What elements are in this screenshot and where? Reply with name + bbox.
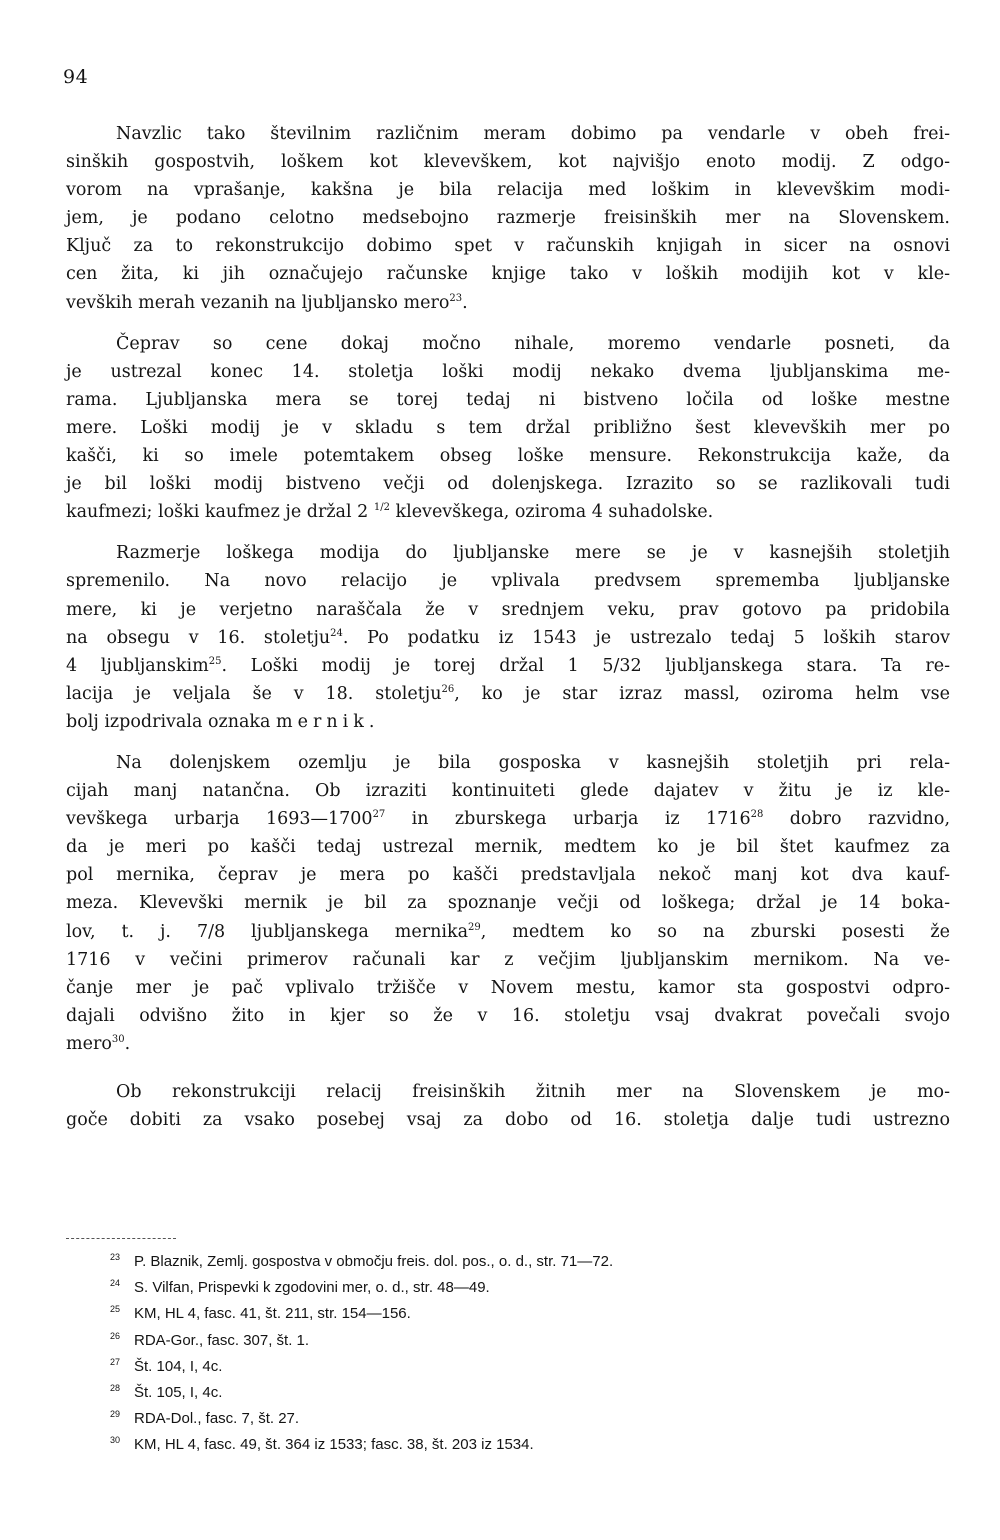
footnote-text: KM, HL 4, fasc. 41, št. 211, str. 154—156. <box>134 1305 411 1323</box>
text-line: kaufmezi; loški kaufmez je držal 2 $^{1/2}$ klevevškega, oziroma 4 suhadolske. <box>66 502 714 523</box>
footnote-text: RDA-Gor., fasc. 307, št. 1. <box>134 1331 310 1349</box>
paragraph <box>66 1078 950 1134</box>
text-line: sinških gospostvih, loškem kot klevevškem, kot najvišjo enoto modij. Z odgo- <box>66 152 950 173</box>
text-line: cen žita, ki jih označujejo računske knjige tako v loških modijih kot v kle- <box>66 264 950 285</box>
footnote-number: 27 <box>110 1356 121 1367</box>
fraction: 1/2 <box>373 502 390 514</box>
footnote-number: 26 <box>110 1330 121 1341</box>
text-line: vevških merah vezanih na ljubljansko mero$^{23}$. <box>66 292 468 313</box>
footnote-number: 24 <box>110 1278 121 1289</box>
text-line: vevškega urbarja 1693—1700$^{27}$ in zburskega urbarja iz 1716$^{28}$ dobro razvidno, <box>66 809 951 830</box>
text-line: mere. Loški modij je v skladu s tem držal približno šest klevevških mer po <box>66 417 950 438</box>
text-line: bolj izpodrivala oznaka mernik. <box>66 711 375 732</box>
paragraph <box>66 330 950 527</box>
text-line: mero$^{30}$. <box>66 1033 131 1054</box>
spaced-term: mernik <box>276 711 369 732</box>
footnote-number: 23 <box>110 1252 121 1262</box>
footnote-number: 30 <box>110 1435 121 1446</box>
paragraph <box>66 539 950 736</box>
footnote-text: P. Blaznik, Zemlj. gospostva v območju freis. dol. pos., o. d., str. 71—72. <box>134 1253 614 1270</box>
footnote <box>110 1349 830 1375</box>
text-line: Na dolenjskem ozemlju je bila gosposka v kasnejših stoletjih pri rela- <box>116 752 950 773</box>
footnote-ref: 24 <box>330 627 343 639</box>
paragraph <box>66 749 950 1058</box>
footnote-ref: 26 <box>441 683 455 695</box>
text-line: goče dobiti za vsako posebej vsaj za dobo od 16. stoletja dalje tudi ustrezno <box>66 1110 950 1131</box>
text-line: da je meri po kašči tedaj ustrezal mernik, medtem ko je bil štet kaufmez za <box>66 837 950 858</box>
page-number: 94 <box>63 66 89 88</box>
footnote <box>110 1401 830 1427</box>
footnote-ref: 30 <box>111 1034 125 1046</box>
text-line: meza. Klevevški mernik je bil za spoznanje večji od loškega; držal je 14 boka- <box>66 893 950 914</box>
footnote <box>110 1244 830 1270</box>
footnote-ref: 29 <box>468 921 481 933</box>
text-line: mere, ki je verjetno naraščala že v srednjem veku, prav gotovo pa pridobila <box>66 599 950 620</box>
text-line: Ključ za to rekonstrukcijo dobimo spet v računskih knjigah in sicer na osnovi <box>66 236 950 257</box>
text-line: je ustrezal konec 14. stoletja loški modij nekako dvema ljubljanskima me- <box>66 361 950 382</box>
text-line: Čeprav so cene dokaj močno nihale, moremo vendarle posneti, da <box>116 333 950 354</box>
footnote-ref: 28 <box>750 809 764 821</box>
footnote <box>110 1427 830 1453</box>
footnote <box>110 1270 830 1296</box>
text-line: rama. Ljubljanska mera se torej tedaj ni bistveno ločila od loške mestne <box>66 389 950 410</box>
footnote <box>110 1296 830 1322</box>
footnote-number: 29 <box>110 1409 121 1420</box>
footnote <box>110 1323 830 1349</box>
footnote-ref: 27 <box>372 809 386 821</box>
text-line: lov, t. j. 7/8 ljubljanskega mernika$^{29}$, medtem ko so na zburski posesti že <box>66 921 950 942</box>
footnote-text: S. Vilfan, Prispevki k zgodovini mer, o. d., str. 48—49. <box>134 1279 490 1297</box>
text-line: jem, je podano celotno medsebojno razmerje freisinških mer na Slovenskem. <box>66 208 950 229</box>
body-text <box>66 120 950 1134</box>
paragraph <box>66 120 950 317</box>
footnote-divider <box>66 1238 176 1239</box>
text-line: 4 ljubljanskim$^{25}$. Loški modij je torej držal 1 5/32 ljubljanskega stara. Ta re- <box>66 655 950 676</box>
text-line: vorom na vprašanje, kakšna je bila relacija med loškim in klevevškim modi- <box>66 180 950 201</box>
text-line: spremenilo. Na novo relacijo je vplivala predvsem sprememba ljubljanske <box>66 571 950 592</box>
text-line: kašči, ki so imele potemtakem obseg loške mensure. Rekonstrukcija kaže, da <box>66 446 950 467</box>
text-line: pol mernika, čeprav je mera po kašči predstavljala nekoč manj kot dva kauf- <box>66 865 950 886</box>
text-line: Navzlic tako številnim različnim meram dobimo pa vendarle v obeh frei- <box>116 124 950 144</box>
text-line: Razmerje loškega modija do ljubljanske mere se je v kasnejših stoletjih <box>116 543 950 564</box>
text-line: Ob rekonstrukciji relacij freisinških žitnih mer na Slovenskem je mo- <box>116 1082 950 1102</box>
footnote-text: Št. 104, I, 4c. <box>134 1357 223 1375</box>
footnote-text: RDA-Dol., fasc. 7, št. 27. <box>134 1410 300 1428</box>
text-line: dajali odvišno žito in kjer so že v 16. stoletju vsaj dvakrat povečali svojo <box>66 1005 950 1026</box>
footnote-ref: 25 <box>208 655 222 667</box>
text-line: cijah manj natančna. Ob izraziti kontinuiteti glede dajatev v žitu je iz kle- <box>66 781 950 802</box>
footnotes <box>110 1244 830 1454</box>
footnote-ref: 23 <box>449 292 463 304</box>
text-line: 1716 v večini primerov računali kar z večjim ljubljanskim mernikom. Na ve- <box>66 949 950 970</box>
footnote-text: Št. 105, I, 4c. <box>134 1383 223 1401</box>
text-line: lacija je veljala še v 18. stoletju$^{26}$, ko je star izraz massl, oziroma helm vse <box>66 683 951 704</box>
text-line: na obsegu v 16. stoletju$^{24}$. Po podatku iz 1543 je ustrezalo tedaj 5 loških starov <box>66 627 950 648</box>
footnote-text: KM, HL 4, fasc. 49, št. 364 iz 1533; fasc. 38, št. 203 iz 1534. <box>134 1436 534 1454</box>
footnote-number: 25 <box>110 1304 121 1315</box>
text-line: čanje mer je pač vplivalo tržišče v Novem mestu, kamor sta gospostvi odpro- <box>66 977 950 998</box>
footnote-number: 28 <box>110 1382 121 1393</box>
text-line: je bil loški modij bistveno večji od dolenjskega. Izrazito so se razlikovali tudi <box>66 474 950 495</box>
footnote <box>110 1375 830 1401</box>
